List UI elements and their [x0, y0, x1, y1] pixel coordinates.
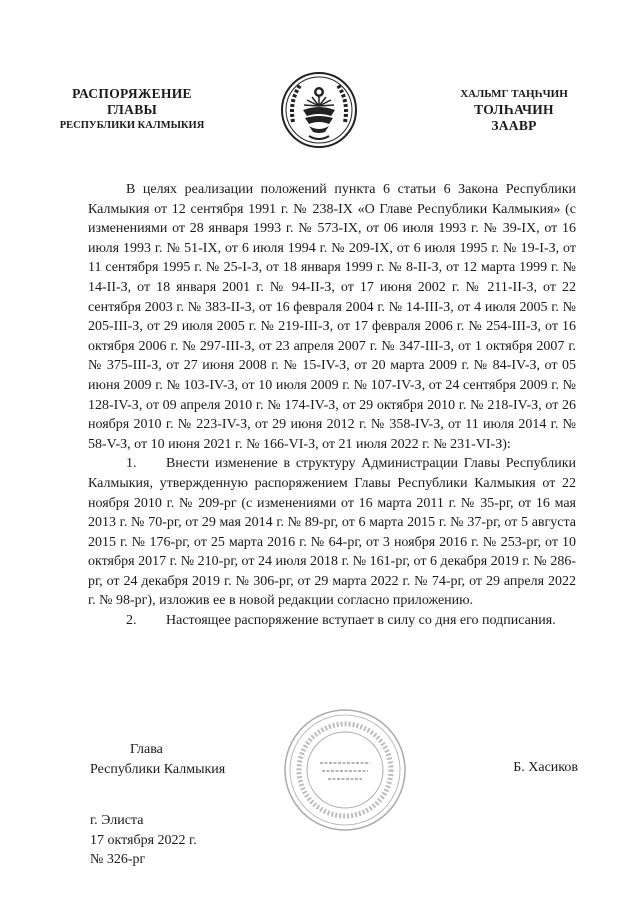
list-item: [88, 611, 576, 631]
doc-republic: РЕСПУБЛИКИ КАЛМЫКИЯ: [59, 120, 205, 131]
item-text: Внести изменение в структуру Администрации Главы Республики Калмыкия, утвержденную распоряжением Главы Республики Калмыкия от 22 ноября 2010 г. № 209-рг (с изменениями от 16 марта 2011 г. № 35-рг, от 16 мая 2013 г. № 70-рг, от 29 мая 2014 г. № 89-рг, от 6 марта 2015 г. № 37-рг, от 5 августа 2015 г. № 176-рг, от 25 марта 2016 г. № 64-рг, от 3 ноября 2016 г. № 253-рг, от 10 октября 2017 г. № 210-рг, от 24 июля 2018 г. № 161-рг, от 6 декабря 2019 г. № 286-рг, от 24 декабря 2019 г. № 306-рг, от 29 марта 2022 г. № 74-рг, от 29 апреля 2022 г. № 98-рг), изложив ее в новой редакции согласно приложению.: [88, 456, 576, 609]
signature-title: [90, 740, 225, 780]
document-number: № 326-рг: [90, 852, 146, 867]
item-number: 1.: [126, 456, 137, 472]
doc-authority-kalmyk: ТОЛҺАЧИН: [474, 102, 554, 117]
intro-paragraph: В целях реализации положений пункта 6 статьи 6 Закона Республики Калмыкия от 12 сентября 1991 г. № 238-IX «О Главе Республики Калмыкия» (с изменениями от 28 января 1993 г. № 573-IX, от 06 июля 1993 г. № 39-IX, от 16 июля 1993 г. № 51-IX, от 6 июля 1994 г. № 209-IX, от 6 июля 1995 г. № 19-I-З, от 11 сентября 1995 г. № 25-I-З, от 18 января 1999 г. № 8-II-З, от 12 марта 1999 г. № 14-II-З, от 18 января 2001 г. № 94-II-З, от 17 июня 2002 г. № 211-II-З, от 22 сентября 2003 г. № 383-II-З, от 16 февраля 2004 г. № 14-III-З, от 4 июля 2005 г. № 205-III-З, от 29 июля 2005 г. № 219-III-З, от 17 февраля 2006 г. № 254-III-З, от 16 октября 2006 г. № 297-III-З, от 23 апреля 2007 г. № 347-III-З, от 1 октября 2007 г. № 375-III-З, от 27 июня 2008 г. № 15-IV-З, от 20 марта 2009 г. № 84-IV-З, от 05 июня 2009 г. № 103-IV-З, от 10 июля 2009 г. № 107-IV-З, от 24 сентября 2009 г. № 128-IV-З, от 09 апреля 2010 г. № 174-IV-З, от 29 октября 2010 г. № 218-IV-З, от 26 ноября 2010 г. № 223-IV-З, от 29 июня 2012 г. № 358-IV-З, от 11 июля 2014 г. № 58-V-З, от 10 июня 2021 г. № 166-VI-З, от 21 июля 2022 г. № 231-VI-З):: [88, 182, 576, 452]
signatory-name: Б. Хасиков: [513, 760, 578, 775]
kalmykia-coat-of-arms-icon: [279, 70, 359, 150]
item-number: 2.: [126, 613, 137, 629]
header-right: [434, 86, 594, 134]
place: г. Элиста: [90, 813, 144, 828]
official-stamp-icon: [280, 705, 410, 835]
document-body: [88, 180, 576, 631]
signature-title-line2: Республики Калмыкия: [90, 762, 226, 777]
item-text: Настоящее распоряжение вступает в силу со дня его подписания.: [166, 613, 556, 629]
doc-type-kalmyk: ЗААВР: [491, 118, 537, 133]
doc-authority: ГЛАВЫ: [106, 102, 158, 117]
document-footer: [90, 811, 197, 870]
doc-republic-kalmyk: ХАЛЬМГ ТАҢҺЧИН: [460, 88, 568, 100]
doc-type: РАСПОРЯЖЕНИЕ: [72, 86, 192, 101]
list-item: [88, 454, 576, 611]
header-left: [44, 86, 220, 134]
issue-date: 17 октября 2022 г.: [90, 832, 197, 848]
signature-title-line1: Глава: [130, 742, 163, 757]
